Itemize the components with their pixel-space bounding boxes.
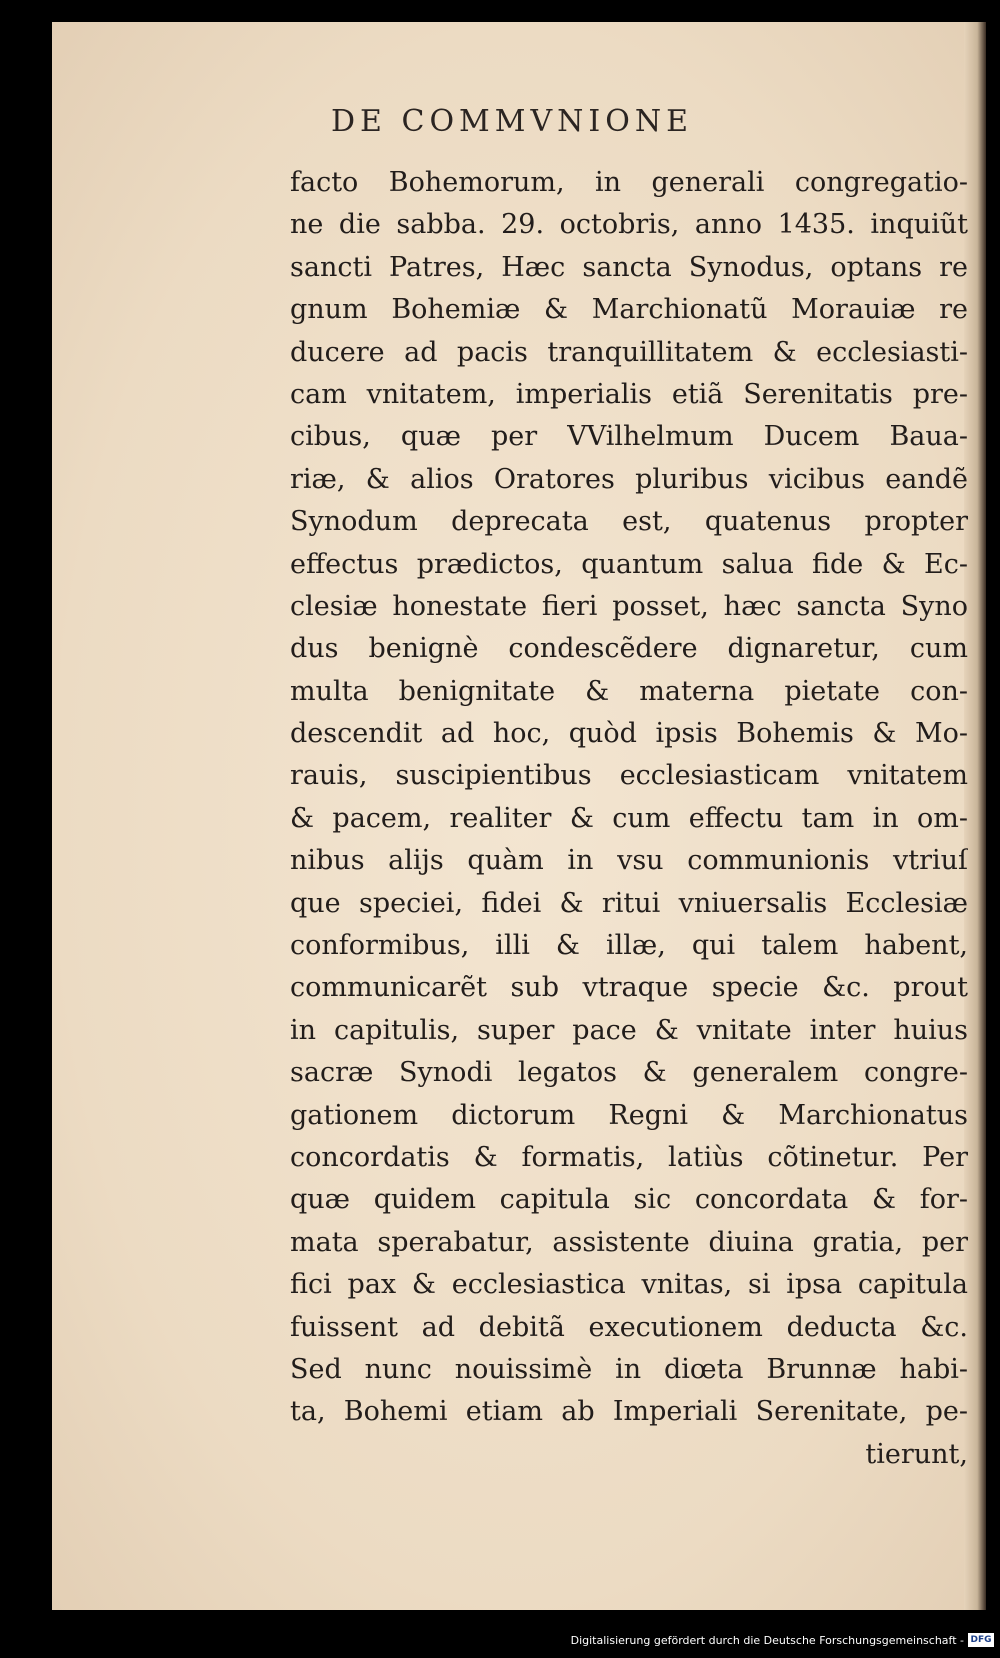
body-text [290,162,968,1476]
text-line: facto Bohemorum, in generali congregatio- [290,167,968,198]
text-line: riæ, & alios Oratores pluribus vicibus eandẽ [290,463,968,495]
text-line: clesiæ honestate fieri posset, hæc sancta Syno [290,590,968,622]
text-line: dus benignè condescẽdere dignaretur, cum [290,633,968,665]
text-line: & pacem, realiter & cum effectu tam in om- [290,802,968,834]
text-line: sacræ Synodi legatos & generalem congre- [290,1057,968,1089]
text-line: rauis, suscipientibus ecclesiasticam vnitatem [290,760,968,792]
text-line: cam vnitatem, imperialis etiã Serenitatis pre- [290,378,968,410]
text-line: Synodum deprecata est, quatenus propter [290,506,968,538]
text-line: in capitulis, super pace & vnitate inter huius [290,1014,968,1046]
dfg-logo: DFG [968,1633,994,1647]
text-line: effectus prædictos, quantum salua fide & Ec- [290,548,968,580]
running-head: DE COMMVNIONE [331,104,693,139]
footer-bar [0,1626,1000,1658]
text-line: quæ quidem capitula sic concordata & for- [290,1184,968,1216]
text-line: ne die sabba. 29. octobris, anno 1435. inquiũt [290,209,968,241]
book-page [52,22,986,1610]
text-line: que speciei, fidei & ritui vniuersalis Ecclesiæ [290,887,968,919]
text-line: cibus, quæ per VVilhelmum Ducem Baua- [290,421,968,453]
text-line: conformibus, illi & illæ, qui talem habent, [290,930,968,962]
text-line: concordatis & formatis, latiùs cõtinetur. Per [290,1141,968,1173]
text-line: multa benignitate & materna pietate con- [290,675,968,707]
text-line: communicarẽt sub vtraque specie &c. prout [290,972,968,1004]
text-line: mata sperabatur, assistente diuina gratia, per [290,1226,968,1258]
text-line: ta, Bohemi etiam ab Imperiali Serenitate, pe- [290,1396,968,1428]
text-line: tierunt, [865,1438,968,1470]
text-line: ducere ad pacis tranquillitatem & ecclesiasti- [290,336,968,368]
footer-credit: Digitalisierung gefördert durch die Deutsche Forschungsgemeinschaft - [570,1634,964,1647]
text-line: nibus alijs quàm in vsu communionis vtriuſ [290,845,968,877]
text-line: fuissent ad debitã executionem deducta &c. [290,1311,968,1343]
text-line: gnum Bohemiæ & Marchionatũ Morauiæ re [290,294,968,326]
text-line: Sed nunc nouissimè in diœta Brunnæ habi- [290,1353,968,1385]
text-line: fici pax & ecclesiastica vnitas, si ipsa capitula [290,1269,968,1301]
text-line: sancti Patres, Hæc sancta Synodus, optans re [290,251,968,283]
text-line: gationem dictorum Regni & Marchionatus [290,1099,968,1131]
text-line: descendit ad hoc, quòd ipsis Bohemis & Mo- [290,718,968,750]
